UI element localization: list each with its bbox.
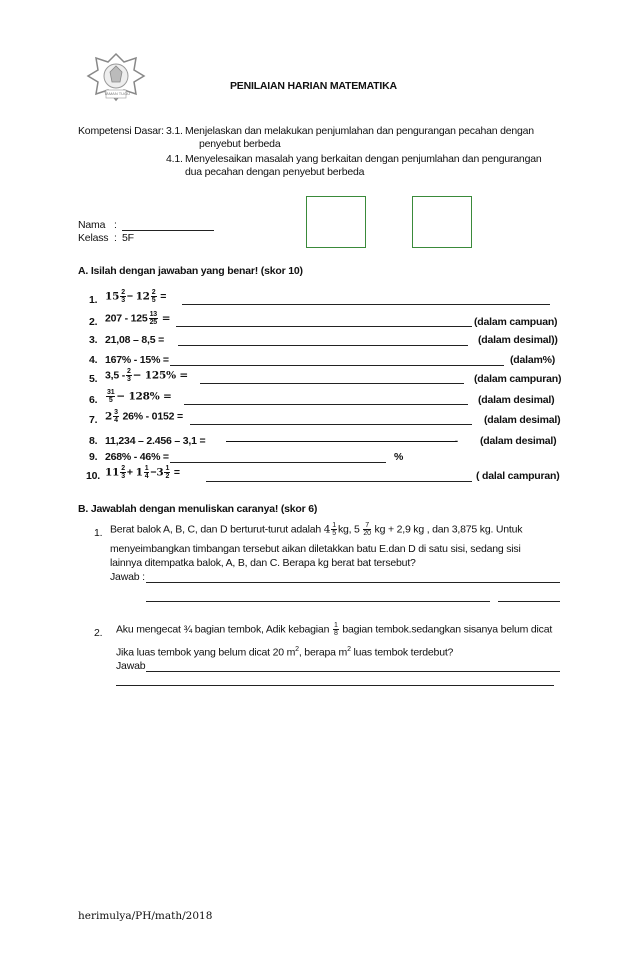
p2-number: 2. xyxy=(94,627,103,639)
p1-line2: menyeimbangkan timbangan tersebut aikan diletakkan batu E.dan D di satu sisi, sedang sisi xyxy=(110,543,521,555)
p1-w1: 4 xyxy=(323,523,331,536)
p2-line2-a: Jika luas tembok yang belum dicat 20 m xyxy=(116,646,296,659)
p2-answer-line-1[interactable] xyxy=(146,671,560,672)
kelas-colon: : xyxy=(114,232,117,244)
q2-fraction: $\frac{13}{25}$ xyxy=(149,311,157,326)
p1-jawab-label: Jawab : xyxy=(110,571,145,583)
kd2-line2: dua pecahan dengan penyebut berbeda xyxy=(185,166,365,178)
q4-number: 4. xyxy=(89,354,98,366)
q4-text: 167% - 15% = xyxy=(105,354,169,366)
q1-expression xyxy=(105,289,166,304)
q10-b-fraction: $\frac{1}{4}$ xyxy=(144,465,149,480)
q7-hint: (dalam desimal) xyxy=(484,414,561,426)
q6-fraction: $\frac{31}{5}$ xyxy=(107,389,115,404)
q3-text: 21,08 – 8,5 = xyxy=(105,334,164,346)
q10-minus: − xyxy=(150,466,157,479)
q10-answer-line[interactable] xyxy=(206,481,472,482)
q7-number: 7. xyxy=(89,414,98,426)
q7-answer-line[interactable] xyxy=(190,424,472,425)
q10-number: 10. xyxy=(86,470,100,482)
q5-number: 5. xyxy=(89,373,98,385)
q7-expression xyxy=(105,409,183,424)
p2-sup-1: 2 xyxy=(295,646,299,653)
q7-text: 26% - 0152 = xyxy=(122,410,183,423)
q5-rest: − 125% = xyxy=(132,369,188,382)
q5-text: 3,5 - xyxy=(105,369,126,382)
section-a-heading: A. Isilah dengan jawaban yang benar! (skor 10) xyxy=(78,265,303,277)
kd1-number: 3.1. xyxy=(166,125,183,137)
q8-hint: (dalam desimal) xyxy=(480,435,557,447)
q6-answer-line[interactable] xyxy=(184,404,468,405)
p1-answer-line-3[interactable] xyxy=(498,601,560,602)
q6-expression xyxy=(105,389,172,404)
p1-line1-a: Berat balok A, B, C, dan D berturut-turut adalah xyxy=(110,523,322,536)
q1-number: 1. xyxy=(89,294,98,306)
score-box-2 xyxy=(412,196,472,248)
q8-number: 8. xyxy=(89,435,98,447)
q3-answer-line[interactable] xyxy=(178,345,468,346)
q8-text: 11,234 – 2.456 – 3,1 = xyxy=(105,435,206,447)
q8-dashes[interactable]: ——————————————————————————- xyxy=(226,436,457,447)
p1-line1-c: kg + 2,9 kg , dan 3,875 kg. Untuk xyxy=(374,523,523,536)
q6-hint: (dalam desimal) xyxy=(478,394,555,406)
page-title: PENILAIAN HARIAN MATEMATIKA xyxy=(230,80,397,92)
p2-line2-b: , berapa m xyxy=(298,646,348,659)
p1-answer-line-2[interactable] xyxy=(146,601,490,602)
nama-colon: : xyxy=(114,219,117,231)
score-box-1 xyxy=(306,196,366,248)
q10-a-fraction: $\frac{2}{3}$ xyxy=(121,465,125,480)
q2-hint: (dalam campuan) xyxy=(474,316,558,328)
nama-answer-line[interactable] xyxy=(122,230,214,231)
kd-label: Kompetensi Dasar: xyxy=(78,125,164,137)
q2-text: 207 - 125 xyxy=(105,312,148,325)
q1-a-fraction: $\frac{2}{3}$ xyxy=(121,289,125,304)
q10-a-whole: 11 xyxy=(105,466,120,479)
q10-hint: ( dalal campuran) xyxy=(476,470,560,482)
p1-line1 xyxy=(110,522,522,537)
p1-answer-line-1[interactable] xyxy=(146,582,560,583)
kd2-number: 4.1. xyxy=(166,153,183,165)
nama-label: Nama xyxy=(78,219,106,231)
q10-expression xyxy=(105,465,180,480)
q1-a-whole: 15 xyxy=(105,290,120,303)
q10-equals: = xyxy=(173,466,180,479)
q3-number: 3. xyxy=(89,334,98,346)
p2-line2 xyxy=(116,643,453,660)
kelas-value: 5F xyxy=(122,232,134,244)
q9-hint: % xyxy=(394,451,404,463)
kd1-line2: penyebut berbeda xyxy=(199,138,281,150)
p1-fraction2: $\frac{7}{20}$ xyxy=(363,522,371,537)
q9-answer-line[interactable] xyxy=(170,462,386,463)
q5-fraction: $\frac{2}{3}$ xyxy=(127,368,131,383)
q10-c-fraction: $\frac{1}{2}$ xyxy=(165,465,170,480)
section-b-heading: B. Jawablah dengan menuliskan caranya! (skor 6) xyxy=(78,503,318,515)
p1-line1-b: kg, 5 xyxy=(337,523,360,536)
p2-line1-b: bagian tembok.sedangkan sisanya belum dicat xyxy=(342,623,553,636)
p2-line2-c: luas tembok terdebut? xyxy=(350,646,454,659)
q6-number: 6. xyxy=(89,394,98,406)
q10-plus: + xyxy=(126,466,133,479)
q1-b-fraction: $\frac{2}{5}$ xyxy=(151,289,156,304)
q1-minus: − xyxy=(126,290,133,303)
p1-fraction1: $\frac{1}{5}$ xyxy=(332,522,336,537)
q10-b-whole: 1 xyxy=(135,466,143,479)
p2-fraction: $\frac{1}{8}$ xyxy=(333,622,338,637)
p2-jawab-label: Jawab xyxy=(116,660,146,672)
q5-hint: (dalam campuran) xyxy=(474,373,562,385)
q2-expression xyxy=(105,311,170,326)
q3-hint: (dalam desimal)) xyxy=(478,334,558,346)
p2-sup-2: 2 xyxy=(347,646,351,653)
p1-number: 1. xyxy=(94,527,103,539)
q2-number: 2. xyxy=(89,316,98,328)
footer-text: herimulya/PH/math/2018 xyxy=(78,910,213,922)
q4-hint: (dalam%) xyxy=(510,354,556,366)
p2-line1 xyxy=(116,622,552,637)
q9-number: 9. xyxy=(89,451,98,463)
p1-line3: lainnya ditempatka balok, A, B, dan C. Berapa kg berat bat tersebut? xyxy=(110,557,416,569)
q7-fraction: $\frac{3}{4}$ xyxy=(114,409,118,424)
q5-answer-line[interactable] xyxy=(200,383,464,384)
q1-equals: = xyxy=(160,290,167,303)
q10-c-whole: 3 xyxy=(156,466,164,479)
school-logo xyxy=(84,52,148,104)
q9-text: 268% - 46% = xyxy=(105,451,169,463)
q1-b-whole: 12 xyxy=(135,290,150,303)
kelas-label: Kelass xyxy=(78,232,109,244)
q5-expression xyxy=(105,368,188,383)
p2-answer-line-2[interactable] xyxy=(116,685,554,686)
q2-equals: = xyxy=(161,312,171,325)
kd1-line1: Menjelaskan dan melakukan penjumlahan dan pengurangan pecahan dengan xyxy=(185,125,534,137)
q7-whole: 2 xyxy=(105,410,113,423)
q1-answer-line[interactable] xyxy=(182,304,550,305)
q2-answer-line[interactable] xyxy=(176,326,472,327)
q6-rest: − 128% = xyxy=(116,390,172,403)
p2-line1-a: Aku mengecat ¾ bagian tembok, Adik kebagian xyxy=(116,623,330,636)
q4-answer-line[interactable] xyxy=(170,365,504,366)
kd2-line1: Menyelesaikan masalah yang berkaitan dengan penjumlahan dan pengurangan xyxy=(185,153,542,165)
logo-text: TAMAN TUGU xyxy=(104,91,131,96)
